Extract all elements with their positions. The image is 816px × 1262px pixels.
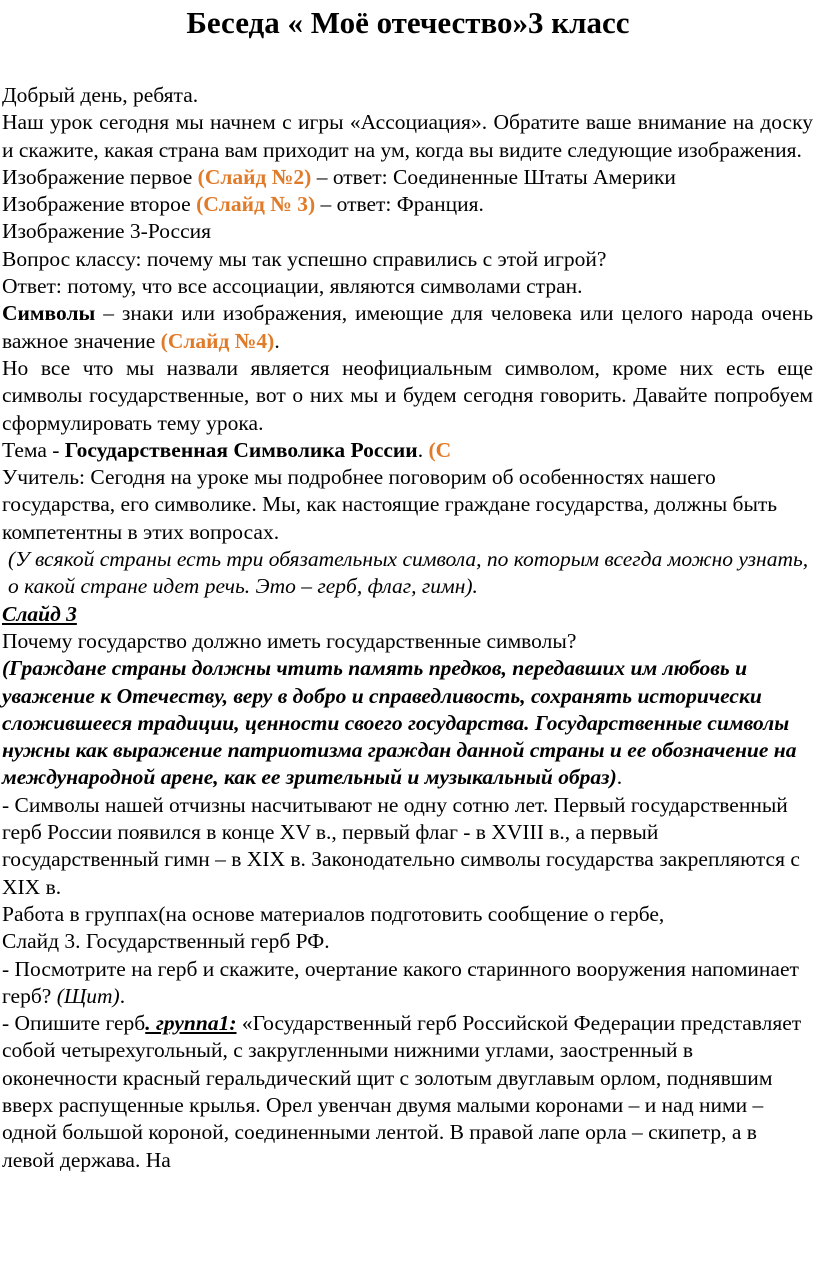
why-question: Почему государство должно иметь государственные символы?	[2, 628, 577, 653]
greeting: Добрый день, ребята.	[2, 83, 199, 107]
answer-line: Ответ: потому, что все ассоциации, являются символами стран.	[2, 274, 583, 299]
text: - Посмотрите на герб и скажите, очертание какого старинного вооружения напоминает герб?	[2, 956, 799, 1008]
teacher-paragraph: Учитель: Сегодня на уроке мы подробнее поговорим об особенностях нашего государства, его символике. Мы, как настоящие граждане государства, должны быть компетентны в этих вопросах.	[2, 465, 778, 544]
why-answer	[2, 655, 813, 791]
three-symbols-note: (У всякой страны есть три обязательных символа, по которым всегда можно узнать, о какой стране идет речь. Это – герб, флаг, гимн).	[8, 547, 809, 599]
topic: Государственная Символика России	[64, 437, 418, 462]
text: – ответ: Франция.	[315, 192, 484, 217]
term: Символы	[2, 301, 96, 326]
text: Тема -	[2, 437, 65, 462]
group-work-line: Работа в группах(на основе материалов подготовить сообщение о гербе,	[2, 901, 665, 926]
document-title: Беседа « Моё отечество»3 класс	[186, 5, 630, 40]
text: Изображение второе	[2, 192, 197, 217]
image-three-line: Изображение 3-Россия	[2, 219, 212, 244]
slide-ref: (С	[428, 437, 452, 462]
coat-description	[2, 1010, 813, 1174]
intro-paragraph: Наш урок сегодня мы начнем с игры «Ассоциация». Обратите ваше внимание на доску и скажите, какая страна вам приходит на ум, когда вы видите следующие изображения.	[2, 110, 813, 162]
shield-question	[2, 956, 813, 1011]
unofficial-symbols-paragraph: Но все что мы назвали является неофициальным символом, кроме них есть еще символы государственные, вот о них мы и будем сегодня говорить. Давайте попробуем сформулировать тему урока.	[2, 355, 813, 435]
text: .	[616, 765, 623, 790]
symbols-definition	[2, 300, 813, 355]
group-label: . группа1:	[145, 1011, 237, 1036]
text: .	[274, 328, 280, 353]
answer: (Щит)	[56, 983, 120, 1008]
slide-ref: (Слайд №4)	[160, 328, 275, 353]
text: (Граждане страны должны чтить память предков, передавших им любовь и уважение к Отечеству, веру в добро и справедливость, сохранять исторически сложившееся традиции, ценности своего государства. Государственные символы нужны как выражение патриотизма граждан данной страны и ее обозначение на международной арене, как ее зрительный и музыкальный образ)	[2, 656, 797, 790]
image-one-line	[2, 164, 813, 191]
slide-heading: Слайд 3	[2, 601, 77, 626]
text: Изображение первое	[2, 164, 198, 189]
slide-ref: (Слайд №2)	[197, 164, 312, 189]
document-body	[2, 82, 813, 1174]
text: .	[417, 437, 429, 462]
text: .	[119, 983, 126, 1008]
question-line: Вопрос классу: почему мы так успешно справились с этой игрой?	[2, 246, 607, 271]
image-two-line	[2, 191, 813, 218]
text: - Опишите герб	[2, 1011, 146, 1036]
text: – ответ: Соединенные Штаты Америки	[311, 164, 676, 189]
history-paragraph: - Символы нашей отчизны насчитывают не одну сотню лет. Первый государственный герб России появился в конце XV в., первый флаг - в XVIII в., а первый государственный гимн – в XIX в. Законодательно символы государства закрепляются с XIX в.	[2, 792, 800, 899]
text: «Государственный герб Российской Федерации представляет собой четырехугольный, с закругленными нижними углами, заостренный в оконечности красный геральдический щит с золотым двуглавым орлом, поднявшим вверх распущенные крылья. Орел увенчан двумя малыми коронами – и над ними – одной большой короной, соединенными лентой. В правой лапе орла – скипетр, а в левой держава. На	[2, 1011, 802, 1172]
text: – знаки или изображения, имеющие для человека или целого народа очень важное значение	[2, 301, 813, 353]
slide-coat-line: Слайд 3. Государственный герб РФ.	[2, 929, 330, 954]
topic-line	[2, 437, 813, 464]
slide-ref: (Слайд № 3)	[196, 192, 316, 217]
